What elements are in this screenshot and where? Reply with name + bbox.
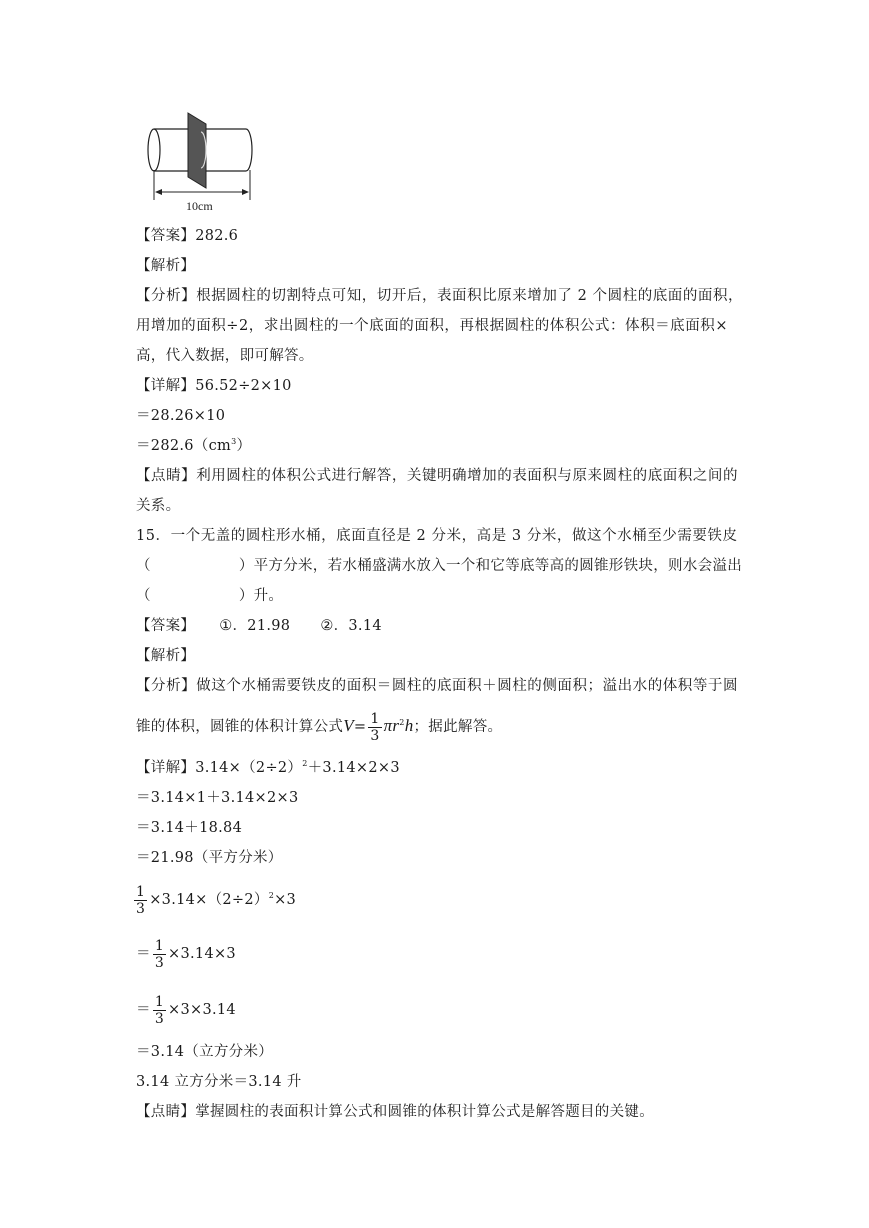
blank-2-open: （: [136, 588, 151, 604]
cutting-plane: [188, 113, 206, 188]
detail-15-line1-text: 【详解】3.14×（2÷2）: [136, 760, 303, 776]
formula-fraction-num: 1: [370, 710, 380, 727]
cone-line3-pre: ＝: [136, 1002, 151, 1018]
answer-15-head: 【答案】: [136, 618, 196, 634]
detail-15-line1-tail: ＋3.14×2×3: [307, 760, 400, 776]
formula-pi-r: πr: [383, 716, 400, 735]
dimension-label: 10cm: [186, 199, 213, 213]
answer-15: [136, 616, 382, 636]
blank-1-open: （: [136, 558, 151, 574]
fenxi-15-line2-text: 锥的体积，圆锥的体积计算公式: [136, 719, 344, 735]
cone-2-num: 1: [154, 937, 165, 954]
fenxi-15-line2: [136, 708, 502, 745]
answer-15-item1: ①．21.98: [219, 618, 291, 634]
cone-1-num: 1: [136, 883, 146, 900]
question-15-line3: [136, 586, 283, 606]
detail-15-line3: ＝3.14＋18.84: [136, 820, 243, 836]
formula-equals: =: [353, 719, 367, 735]
fenxi-15-line2-tail: ；据此解答。: [413, 719, 503, 735]
question-15-line2: [136, 556, 742, 576]
detail-14-line1: 【详解】56.52÷2×10: [136, 378, 292, 394]
cone-line1-square: 2: [268, 891, 275, 901]
cone-1-fraction: [134, 884, 147, 917]
detail-15-line2: ＝3.14×1＋3.14×2×3: [136, 790, 299, 806]
cone-line2: [136, 936, 236, 972]
cone-line1-text: ×3.14×（2÷2）: [149, 892, 269, 908]
cone-2-fraction: [153, 938, 166, 971]
cone-1-den: 3: [136, 900, 146, 917]
detail-14-line3-text: ＝282.6（cm: [136, 438, 232, 454]
detail-15-line4: ＝21.98（平方分米）: [136, 850, 283, 866]
dimension-arrow-right: [242, 189, 249, 195]
analysis-head-14: 【解析】: [136, 258, 196, 274]
cone-3-num: 1: [154, 993, 165, 1010]
cylinder-left-end: [148, 129, 160, 171]
detail-14-line2: ＝28.26×10: [136, 408, 226, 424]
fenxi-14-line2: 用增加的面积÷2，求出圆柱的一个底面的面积，再根据圆柱的体积公式：体积＝底面积×: [136, 318, 729, 334]
dimension-arrow-left: [155, 189, 162, 195]
cone-line3-text: ×3×3.14: [168, 1002, 236, 1018]
fenxi-14-line3: 高，代入数据，即可解答。: [136, 348, 314, 364]
formula-v: V: [343, 716, 354, 735]
cone-line2-text: ×3.14×3: [168, 946, 236, 962]
fenxi-14-line1: 【分析】根据圆柱的切割特点可知，切开后，表面积比原来增加了 2 个圆柱的底面的面积，: [136, 288, 744, 304]
analysis-head-15: 【解析】: [136, 648, 196, 664]
cube-superscript: 3: [231, 437, 237, 447]
cone-line2-pre: ＝: [136, 946, 151, 962]
cylinder-cut-figure: [144, 110, 264, 214]
cone-line4: ＝3.14（立方分米）: [136, 1044, 274, 1060]
formula-square: 2: [399, 718, 405, 728]
question-15-line2-text: ）平方分米，若水桶盛满水放入一个和它等底等高的圆锥形铁块，则水会溢出: [238, 558, 743, 574]
dianjing-15: 【点睛】掌握圆柱的表面积计算公式和圆锥的体积计算公式是解答题目的关键。: [136, 1104, 654, 1120]
detail-15-square: 2: [302, 759, 308, 769]
fenxi-15-line1: 【分析】做这个水桶需要铁皮的面积＝圆柱的底面积＋圆柱的侧面积；溢出水的体积等于圆: [136, 678, 738, 694]
answer-14: 【答案】282.6: [136, 228, 239, 244]
detail-15-line1: [136, 758, 400, 778]
question-15-line1: 15．一个无盖的圆柱形水桶，底面直径是 2 分米，高是 3 分米，做这个水桶至少需要铁皮: [136, 528, 738, 544]
formula-fraction: [368, 711, 381, 744]
formula-h: h: [404, 716, 414, 735]
cone-line1: [136, 882, 296, 918]
detail-14-line3: [136, 436, 251, 456]
conversion-line: 3.14 立方分米＝3.14 升: [136, 1074, 302, 1090]
cone-3-den: 3: [154, 1010, 165, 1027]
dianjing-14-line1: 【点睛】利用圆柱的体积公式进行解答，关键明确增加的表面积与原来圆柱的底面积之间的: [136, 468, 738, 484]
detail-14-line3-close: ）: [236, 438, 252, 454]
formula-fraction-den: 3: [370, 727, 380, 744]
dianjing-14-line2: 关系。: [136, 498, 181, 514]
cone-2-den: 3: [154, 954, 165, 971]
cone-line3: [136, 992, 236, 1028]
cone-line1-tail: ×3: [274, 892, 297, 908]
question-15-line3-text: ）升。: [238, 588, 284, 604]
answer-15-item2: ②．3.14: [320, 618, 382, 634]
cylinder-right-end: [246, 129, 252, 171]
cone-3-fraction: [153, 994, 166, 1027]
